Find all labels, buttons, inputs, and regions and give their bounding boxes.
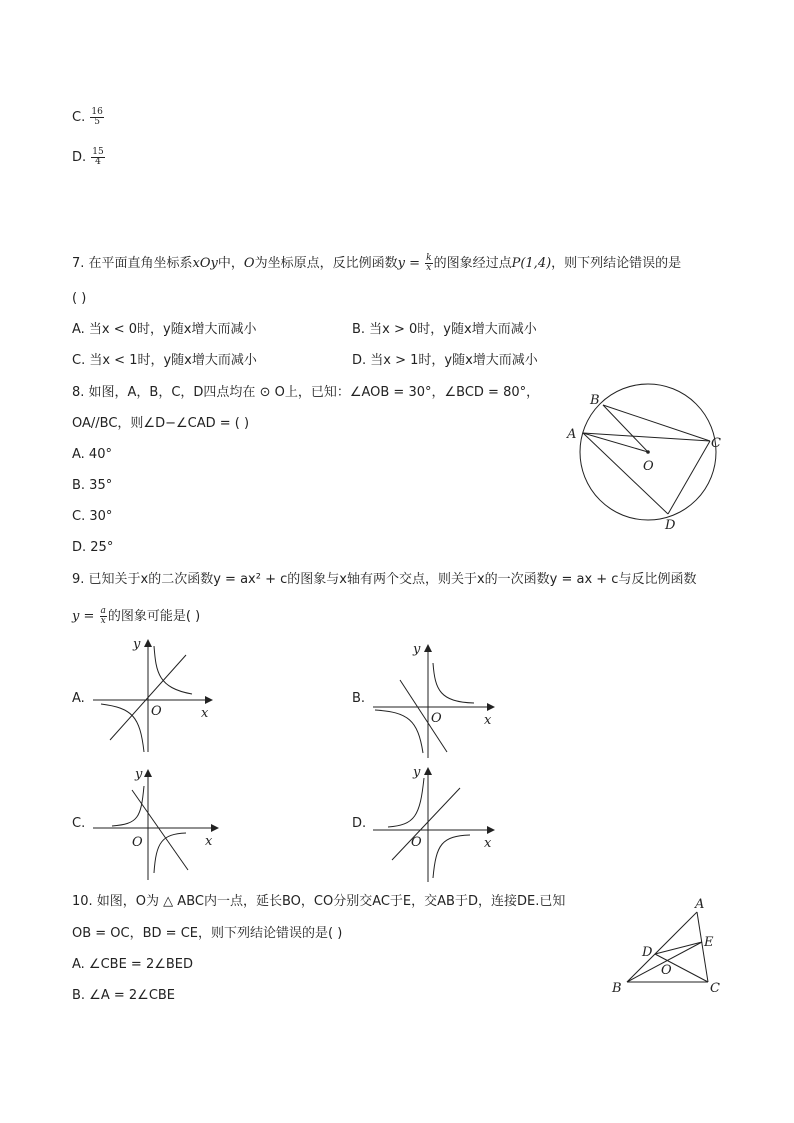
q9-b-x-label: x	[484, 713, 492, 728]
q7-xoy: xOy	[192, 256, 218, 271]
q6-option-d-label: D.	[72, 150, 87, 165]
q9-option-c-label[interactable]: C.	[72, 816, 86, 831]
q7-stem-part: 中，	[217, 256, 244, 271]
q7-option-b[interactable]: B. 当x > 0时，y随x增大而减小	[352, 322, 537, 337]
q8-option-a[interactable]: A. 40°	[72, 447, 112, 462]
q7-x: x	[426, 263, 432, 273]
q9-a-y-label: y	[133, 637, 141, 652]
q9-a-origin-label: O	[151, 704, 162, 719]
q10-segment-de	[655, 942, 702, 954]
q7-origin: O	[243, 256, 255, 271]
q8-option-d[interactable]: D. 25°	[72, 540, 114, 555]
q7-stem-part: 为坐标原点，反比例函数	[254, 256, 398, 271]
q7-stem-part: 的图象经过点	[433, 256, 512, 271]
q9-option-d-label[interactable]: D.	[352, 816, 367, 831]
q9-b-origin-label: O	[431, 711, 442, 726]
q7-option-d[interactable]: D. 当x > 1时，y随x增大而减小	[352, 353, 538, 368]
q9-d-x-label: x	[484, 836, 492, 851]
q7-answer-paren: ( )	[72, 291, 87, 306]
q6-d-denominator: 4	[95, 157, 101, 167]
q7-y-eq: y =	[397, 256, 425, 271]
q9-option-a-label[interactable]: A.	[72, 691, 85, 706]
q9-x: x	[100, 616, 106, 626]
q10-label-d: D	[642, 945, 653, 960]
q10-label-a: A	[695, 897, 705, 912]
q7-k: k	[426, 253, 432, 263]
q7-stem-part: 7. 在平面直角坐标系	[72, 256, 193, 271]
q10-label-c: C	[710, 981, 720, 996]
q10-stem-line2: OB = OC，BD = CE，则下列结论错误的是( )	[72, 926, 343, 941]
q6-c-denominator: 5	[94, 117, 100, 127]
q8-label-c: C	[711, 436, 721, 451]
q9-d-y-label: y	[413, 765, 421, 780]
q9-stem-line1: 9. 已知关于x的二次函数y = ax² + c的图象与x轴有两个交点，则关于x的一次函数y = ax + c与反比例函数	[72, 572, 697, 587]
q6-c-numerator: 16	[91, 107, 103, 117]
q8-stem-line1: 8. 如图，A，B，C，D四点均在 ⊙ O上，已知：∠AOB = 30°，∠BCD = 80°，	[72, 385, 540, 400]
q9-stem-part: 的图象可能是( )	[107, 609, 201, 624]
q9-c-y-label: y	[135, 767, 143, 782]
q9-b-y-label: y	[413, 642, 421, 657]
q8-label-a: A	[567, 427, 577, 442]
q6-d-numerator: 15	[92, 147, 104, 157]
q9-y-eq: y =	[72, 609, 99, 624]
q10-label-b: B	[612, 981, 622, 996]
q7-option-a[interactable]: A. 当x < 0时，y随x增大而减小	[72, 322, 257, 337]
q9-d-origin-label: O	[411, 835, 422, 850]
q10-option-b[interactable]: B. ∠A = 2∠CBE	[72, 988, 176, 1003]
q7-stem-part: ，则下列结论错误的是	[551, 256, 682, 271]
q9-c-x-label: x	[205, 834, 213, 849]
q8-option-b[interactable]: B. 35°	[72, 478, 113, 493]
q8-stem-line2: OA//BC，则∠D−∠CAD = ( )	[72, 416, 250, 431]
q10-stem-line1: 10. 如图，O为 △ ABC内一点，延长BO，CO分别交AC于E，交AB于D，连接DE.已知	[72, 894, 566, 909]
q8-label-d: D	[665, 518, 676, 533]
q9-a: a	[100, 606, 106, 616]
q10-label-e: E	[704, 935, 714, 950]
q8-option-c[interactable]: C. 30°	[72, 509, 113, 524]
q7-option-c[interactable]: C. 当x < 1时，y随x增大而减小	[72, 353, 257, 368]
q9-a-x-label: x	[201, 706, 209, 721]
q8-label-o: O	[643, 459, 654, 474]
q9-option-b-label[interactable]: B.	[352, 691, 366, 706]
q7-point-p: P(1,4)	[511, 256, 552, 271]
q10-label-o: O	[661, 963, 672, 978]
q9-c-origin-label: O	[132, 835, 143, 850]
q8-label-b: B	[590, 393, 600, 408]
q6-option-c-label: C.	[72, 110, 86, 125]
q10-option-a[interactable]: A. ∠CBE = 2∠BED	[72, 957, 194, 972]
